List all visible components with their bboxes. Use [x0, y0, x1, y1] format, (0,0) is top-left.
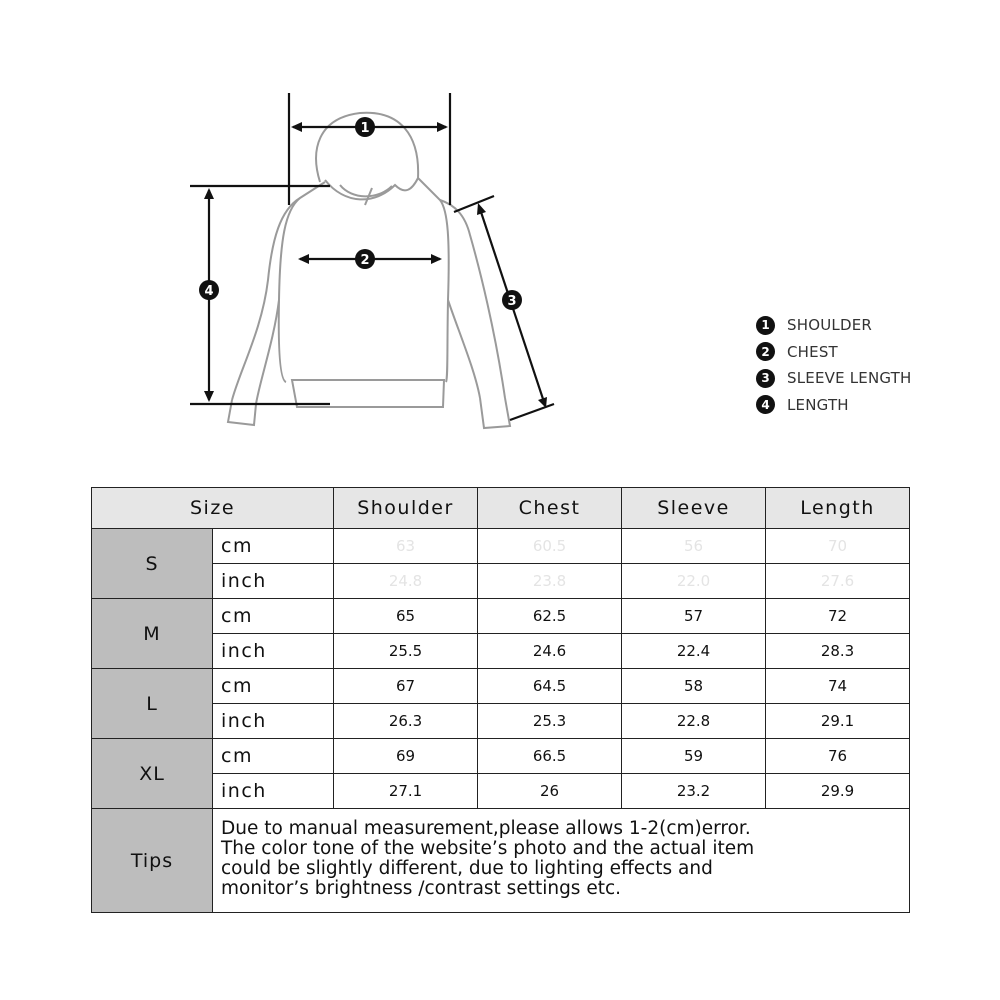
legend-number: 1: [756, 316, 775, 335]
size-label-m: M: [92, 599, 213, 669]
table-row: [92, 599, 910, 634]
size-label-l: L: [92, 669, 213, 739]
cell-value: 60.5: [478, 529, 622, 564]
unit-cm: cm: [213, 669, 334, 704]
cell-value: 23.2: [622, 774, 766, 809]
cell-value: 65: [334, 599, 478, 634]
cell-value: 27.6: [766, 564, 910, 599]
legend-number: 3: [756, 369, 775, 388]
tips-row: [92, 809, 910, 913]
cell-value: 29.9: [766, 774, 910, 809]
svg-text:2: 2: [360, 253, 370, 268]
legend-label: LENGTH: [787, 395, 849, 414]
tips-label: Tips: [92, 809, 213, 913]
cell-value: 25.5: [334, 634, 478, 669]
marker-4: [199, 280, 219, 300]
cell-value: 26.3: [334, 704, 478, 739]
legend-item-shoulder: [756, 312, 912, 339]
tips-line: Due to manual measurement,please allows 1-2(cm)error.: [221, 818, 751, 839]
cell-value: 24.6: [478, 634, 622, 669]
cell-value: 22.8: [622, 704, 766, 739]
table-header-row: [92, 488, 910, 529]
cell-value: 59: [622, 739, 766, 774]
cell-value: 24.8: [334, 564, 478, 599]
legend-number: 4: [756, 395, 775, 414]
size-label-s: S: [92, 529, 213, 599]
cell-value: 58: [622, 669, 766, 704]
cell-value: 25.3: [478, 704, 622, 739]
legend-label: SHOULDER: [787, 316, 872, 335]
unit-inch: inch: [213, 704, 334, 739]
unit-inch: inch: [213, 634, 334, 669]
header-length: Length: [766, 488, 910, 529]
table-row: [92, 669, 910, 704]
unit-cm: cm: [213, 739, 334, 774]
legend-item-chest: [756, 339, 912, 366]
size-chart-table: [91, 487, 910, 913]
svg-text:3: 3: [507, 294, 517, 309]
table-row: [92, 739, 910, 774]
table-row: [92, 564, 910, 599]
cell-value: 29.1: [766, 704, 910, 739]
table-row: [92, 704, 910, 739]
svg-text:1: 1: [360, 121, 370, 136]
header-chest: Chest: [478, 488, 622, 529]
unit-cm: cm: [213, 599, 334, 634]
tips-line: The color tone of the website’s photo and the actual item: [221, 838, 755, 859]
legend-number: 2: [756, 342, 775, 361]
tips-line: could be slightly different, due to lighting effects and: [221, 858, 713, 879]
header-size: Size: [92, 488, 334, 529]
tips-text: [213, 809, 910, 913]
legend-item-length: [756, 392, 912, 419]
cell-value: 56: [622, 529, 766, 564]
cell-value: 22.4: [622, 634, 766, 669]
hoodie-outline: [228, 113, 510, 428]
unit-inch: inch: [213, 774, 334, 809]
cell-value: 23.8: [478, 564, 622, 599]
cell-value: 72: [766, 599, 910, 634]
cell-value: 57: [622, 599, 766, 634]
unit-cm: cm: [213, 529, 334, 564]
marker-2: [355, 249, 375, 269]
cell-value: 26: [478, 774, 622, 809]
cell-value: 66.5: [478, 739, 622, 774]
cell-value: 62.5: [478, 599, 622, 634]
cell-value: 64.5: [478, 669, 622, 704]
unit-inch: inch: [213, 564, 334, 599]
table-row: [92, 634, 910, 669]
legend-label: SLEEVE LENGTH: [787, 369, 912, 388]
marker-3: [502, 290, 522, 310]
size-label-xl: XL: [92, 739, 213, 809]
marker-1: [355, 117, 375, 137]
table-row: [92, 529, 910, 564]
header-sleeve: Sleeve: [622, 488, 766, 529]
cell-value: 22.0: [622, 564, 766, 599]
cell-value: 74: [766, 669, 910, 704]
tips-line: monitor’s brightness /contrast settings etc.: [221, 878, 622, 899]
measurement-legend: [756, 312, 912, 418]
cell-value: 27.1: [334, 774, 478, 809]
table-row: [92, 774, 910, 809]
svg-text:4: 4: [204, 284, 214, 299]
cell-value: 70: [766, 529, 910, 564]
cell-value: 69: [334, 739, 478, 774]
legend-label: CHEST: [787, 342, 838, 361]
cell-value: 67: [334, 669, 478, 704]
header-shoulder: Shoulder: [334, 488, 478, 529]
legend-item-sleeve-length: [756, 365, 912, 392]
cell-value: 76: [766, 739, 910, 774]
cell-value: 63: [334, 529, 478, 564]
cell-value: 28.3: [766, 634, 910, 669]
